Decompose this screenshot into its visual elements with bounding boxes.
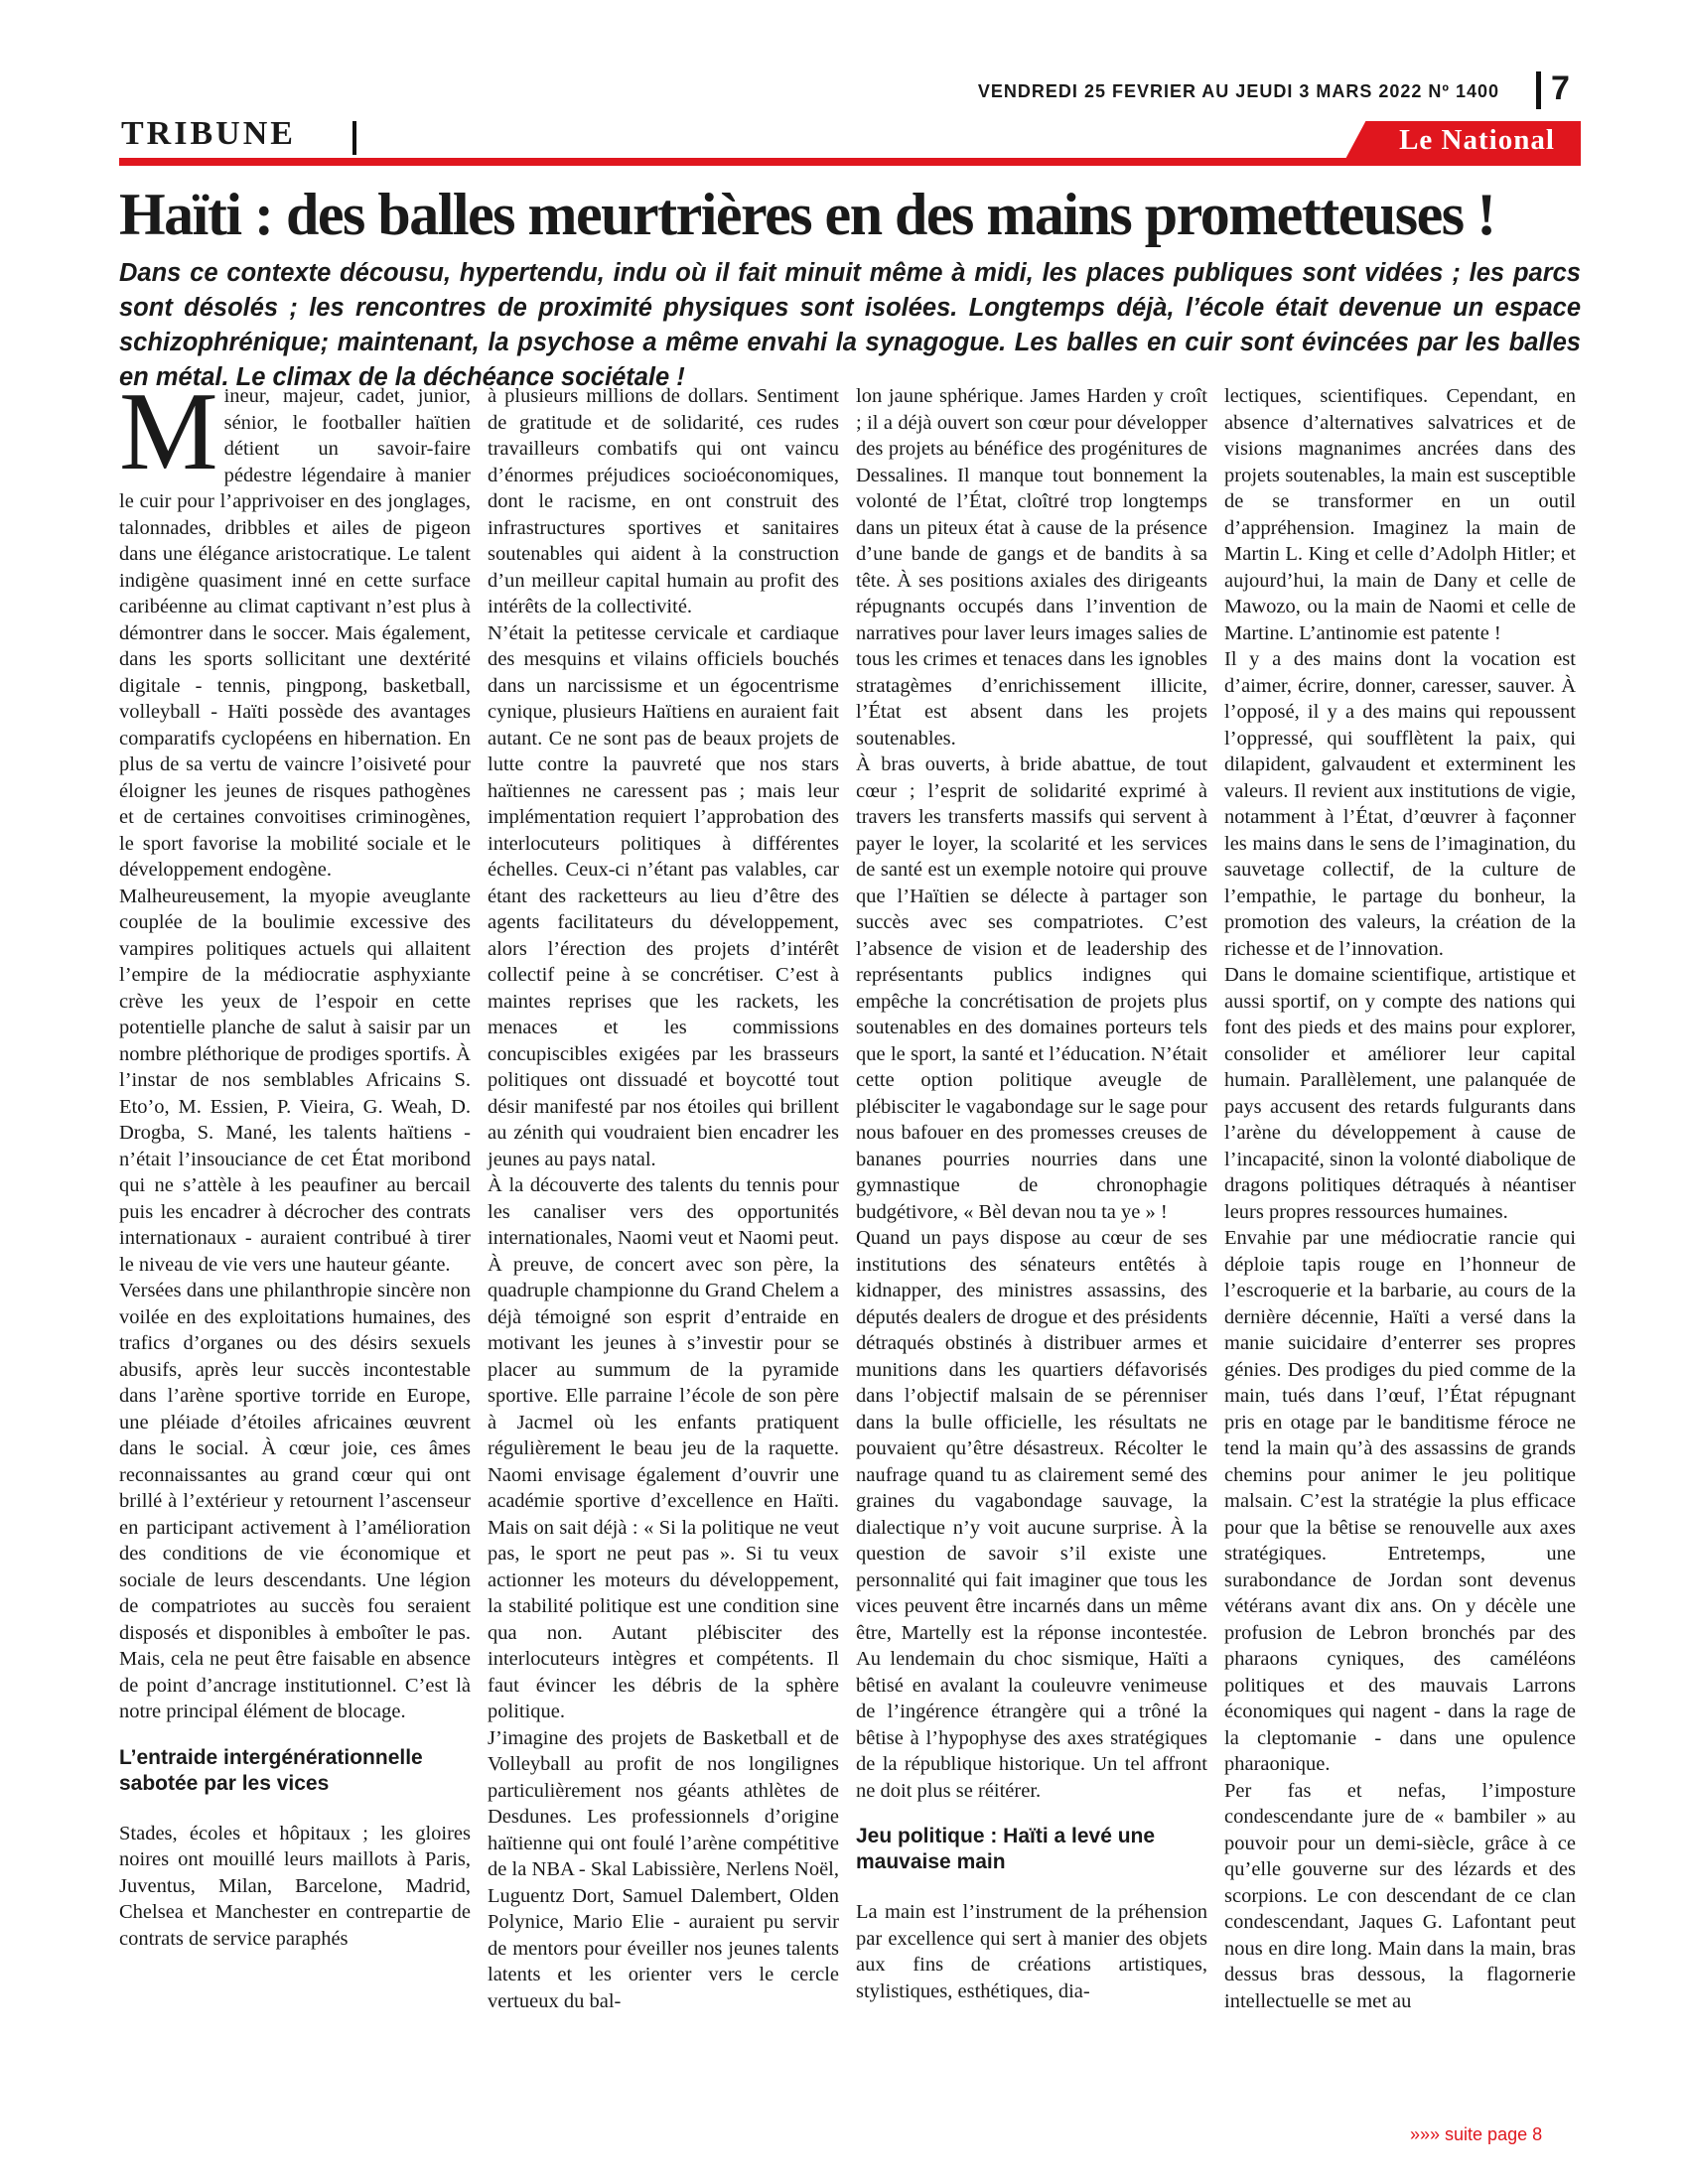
article-lede: Dans ce contexte décousu, hypertendu, indu où il fait minuit même à midi, les places publiques sont vidées ; les parcs sont désolés ; les rencontres de proximité physiques sont isolées. Longtemps déjà, l’école était devenue un espace schizophrénique; maintenant, la psychose a même envahi la synagogue. Les balles en cuir sont évincées par les balles en métal. Le climax de la déchéance sociétale ! — [119, 259, 1581, 391]
page-number-divider — [1536, 71, 1541, 109]
subheading: Jeu politique : Haïti a levé une mauvaise main — [856, 1825, 1156, 1873]
paragraph: Stades, écoles et hôpitaux ; les gloires noires ont mouillé leurs maillots à Paris, Juventus, Milan, Barcelone, Madrid, Chelsea et Manchester en contrepartie de contrats de service paraphés — [119, 1822, 471, 1950]
paragraph: À la découverte des talents du tennis pour les canaliser vers des opportunités internationales, Naomi veut et Naomi peut. À preuve, de concert avec son père, la quadruple championne du Grand Chelem a déjà témoigné son esprit d’entraide en motivant les jeunes à s’investir pour se placer au summum de la pyramide sportive. Elle parraine l’école de son père à Jacmel où les enfants pratiquent régulièrement le beau jeu de la raquette. Naomi envisage également d’ouvrir une académie sportive d’excellence en Haïti. Mais on sait déjà : « Si la politique ne veut pas, le sport ne peut pas ». Si tu veux actionner les moteurs du développement, la stabilité politique est une condition sine qua non. Autant plébisciter des interlocuteurs intègres et compétents. Il faut évincer les débris de la sphère politique. — [488, 1174, 839, 1722]
article-column-1 — [119, 370, 471, 1952]
paragraph: Il y a des mains dont la vocation est d’aimer, écrire, donner, caresser, sauver. À l’opposé, il y a des mains qui repoussent l’oppressé, qui soufflètent la paix, qui dilapident, galvaudent et exterminent les valeurs. Il revient aux institutions de vigie, notamment à l’État, d’œuvrer à façonner les mains dans le sens de l’imagination, du sauvetage collectif, de la culture de l’empathie, le partage du bonheur, la promotion des valeurs, la création de la richesse et de l’innovation. — [1224, 648, 1576, 960]
paragraph: J’imagine des projets de Basketball et de Volleyball au profit de nos longilignes particulièrement nos géants athlètes de Desdunes. Les professionnels d’origine haïtienne qui ont foulé l’arène compétitive de la NBA - Skal Labissière, Nerlens Noël, Luguentz Dort, Samuel Dalembert, Olden Polynice, Mario Elie - auraient pu servir de mentors pour éveiller nos jeunes talents latents et les orienter vers le cercle vertueux du bal- — [488, 1726, 839, 2012]
section-divider — [352, 121, 356, 155]
paragraph: N’était la petitesse cervicale et cardiaque des mesquins et vilains officiels bouchés dans un narcissisme et un égocentrisme cynique, plusieurs Haïtiens en auraient fait autant. Ce ne sont pas de beaux projets de lutte contre la pauvreté que nos stars haïtiennes ne caressent pas ; mais leur implémentation requiert l’approbation des interlocuteurs politiques à différentes échelles. Ceux-ci n’étant pas valables, car étant des racketteurs au lieu d’être des agents facilitateurs du développement, alors l’érection des projets d’intérêt collectif peine à se concrétiser. C’est à maintes reprises que les rackets, les menaces et les commissions concupiscibles exigées par les brasseurs politiques ont dissuadé et boycotté tout désir manifesté par nos étoiles qui brillent au zénith qui voudraient bien encadrer les jeunes au pays natal. — [488, 621, 839, 1170]
dateline: VENDREDI 25 FEVRIER AU JEUDI 3 MARS 2022 Nº 1400 — [977, 81, 1499, 101]
drop-cap: M — [119, 370, 218, 493]
page-number: 7 — [1551, 69, 1570, 107]
paper-name: Le National — [1399, 124, 1555, 156]
section-label: TRIBUNE — [121, 115, 296, 152]
paragraph: à plusieurs millions de dollars. Sentiment de gratitude et de solidarité, ces rudes travailleurs combatifs qui ont vaincu d’énormes préjudices socioéconomiques, dont le racisme, en ont construit des infrastructures sportives et sanitaires soutenables qui aident à la construction d’un meilleur capital humain au profit des intérêts de la collectivité. — [488, 385, 839, 617]
paragraph: Malheureusement, la myopie aveuglante couplée de la boulimie excessive des vampires politiques actuels qui allaitent l’empire de la médiocratie asphyxiante crève les yeux de l’espoir en cette potentielle planche de salut à saisir par un nombre pléthorique de prodiges sportifs. À l’instar de nos semblables Africains S. Eto’o, M. Essien, P. Vieira, G. Weah, D. Drogba, S. Mané, les talents haïtiens - n’était l’insouciance de cet État moribond qui ne s’attèle à les peaufiner au bercail puis les encadrer à décrocher des contrats internationaux - auraient contribué à tirer le niveau de vie vers une hauteur géante. — [119, 885, 471, 1276]
paragraph: Per fas et nefas, l’imposture condescendante jure de « bambiler » au pouvoir pour un demi-siècle, grâce à ce qu’elle gouverne sur des lézards et des scorpions. Le con descendant de ce clan condescendant, Jaques G. Lafontant peut nous en dire long. Main dans la main, bras dessus bras dessous, la flagornerie intellectuelle se met au — [1224, 1779, 1576, 2012]
paragraph: ineur, majeur, cadet, junior, sénior, le footballer haïtien détient un savoir-faire pédestre légendaire à manier le cuir pour l’apprivoiser en des jonglages, talonnades, dribbles et ailes de pigeon dans une élégance aristocratique. Le talent indigène quasiment inné en cette surface caribéenne au climat captivant n’est plus à démontrer dans le soccer. Mais également, dans les sports sollicitant une dextérité digitale - tennis, pingpong, basketball, volleyball - Haïti possède des avantages comparatifs cyclopéens en hibernation. En plus de sa vertu de vaincre l’oisiveté pour éloigner les jeunes de risques pathogènes et de certaines convoitises criminogènes, le sport favorise la mobilité sociale et le développement endogène. — [119, 385, 471, 881]
paragraph: Envahie par une médiocratie rancie qui déploie tapis rouge en l’honneur de l’escroquerie et la barbarie, au cours de la dernière décennie, Haïti a versé dans la manie suicidaire d’enterrer ses propres génies. Des prodiges du pied comme de la main, tués dans l’œuf, l’État répugnant pris en otage par le banditisme féroce ne tend la main qu’à des assassins de grands chemins pour animer le jeu politique malsain. C’est la stratégie la plus efficace pour que la bêtise se renouvelle aux axes stratégiques. Entretemps, une surabondance de Jordan sont devenus vétérans avant dix ans. On y décèle une profusion de Lebron bronchés par des pharaons cyniques, des caméléons politiques et des mauvais Larrons économiques qui nagent - dans la rage de la cleptomanie - dans une opulence pharaonique. — [1224, 1227, 1576, 1775]
subheading: L’entraide intergénérationnelle sabotée par les vices — [119, 1745, 423, 1795]
paragraph: La main est l’instrument de la préhension par excellence qui sert à manier des objets aux fins de créations artistiques, stylistiques, esthétiques, dia- — [856, 1901, 1207, 2002]
paragraph: À bras ouverts, à bride abattue, de tout cœur ; l’esprit de solidarité exprimé à travers les transferts massifs qui servent à payer le loyer, la scolarité et les services de santé est un exemple notoire qui prouve que l’Haïtien se délecte à partager son succès avec ses compatriotes. C’est l’absence de vision et de leadership des représentants publics indignes qui empêche la concrétisation de projets plus soutenables en des domaines porteurs tels que le sport, la santé et l’éducation. N’était cette option politique aveugle de plébisciter le vagabondage sur le sage pour nous bafouer en des promesses creuses de bananes pourries nourries dans une gymnastique de chronophagie budgétivore, « Bèl devan nou ta ye » ! — [856, 753, 1207, 1223]
article-column-3 — [856, 383, 1207, 2004]
paragraph: Dans le domaine scientifique, artistique et aussi sportif, on y compte des nations qui font des pieds et des mains pour explorer, consolider et améliorer leur capital humain. Parallèlement, une palanquée de pays accusent des retards fulgurants dans l’arène du développement à cause de l’incapacité, sinon la volonté diabolique de dragons politiques détraqués à néantiser leurs propres ressources humaines. — [1224, 964, 1576, 1223]
continuation-link[interactable]: »»» suite page 8 — [1410, 2124, 1543, 2144]
paragraph: Versées dans une philanthropie sincère non voilée en des exploitations humaines, des trafics d’organes ou des désirs sexuels abusifs, après leur succès incontestable dans l’arène sportive torride en Europe, une pléiade d’étoiles africaines œuvrent dans le social. À cœur joie, ces âmes reconnaissantes au grand cœur qui ont brillé à l’extérieur y retournent l’ascenseur en participant activement à l’amélioration des conditions de vie économique et sociale de leurs descendants. Une légion de compatriotes au succès fou seraient disposés et disponibles à emboîter le pas. Mais, cela ne peut être faisable en absence de point d’ancrage institutionnel. C’est là notre principal élément de blocage. — [119, 1280, 471, 1722]
article-column-4 — [1224, 383, 1576, 2014]
paragraph: lectiques, scientifiques. Cependant, en absence d’alternatives salvatrices et de visions magnanimes ancrées dans des projets soutenables, la main est susceptible de se transformer en un outil d’appréhension. Imaginez la main de Martin L. King et celle d’Adolph Hitler; et aujourd’hui, la main de Dany et celle de Mawozo, ou la main de Naomi et celle de Martine. L’antinomie est patente ! — [1224, 385, 1576, 644]
paragraph: Quand un pays dispose au cœur de ses institutions des sénateurs entêtés à kidnapper, des ministres assassins, des députés dealers de drogue et des présidents détraqués obstinés à distribuer armes et munitions dans les quartiers défavorisés dans l’objectif malsain de se pérenniser dans la bulle officielle, les résultats ne pouvaient qu’être désastreux. Récolter le naufrage quand tu as clairement semé des graines du vagabondage sauvage, la dialectique n’y voit aucune surprise. À la question de savoir s’il existe une personnalité qui fait imaginer que tous les vices peuvent être incarnés dans un même être, Martelly est la réponse incontestée. Au lendemain du choc sismique, Haïti a bêtisé en avalant la couleuvre venimeuse de l’ingérence étrangère qui a trôné la bêtise à l’hypophyse des axes stratégiques de la république historique. Un tel affront ne doit plus se réitérer. — [856, 1227, 1207, 1802]
article-column-2 — [488, 383, 839, 2014]
paragraph: lon jaune sphérique. James Harden y croît ; il a déjà ouvert son cœur pour développer des projets au bénéfice des progénitures de Dessalines. Il manque tout bonnement la volonté de l’État, cloîtré trop longtemps dans un piteux état à cause de la présence d’une bande de gangs et de bandits à sa tête. À ses positions axiales des dirigeants répugnants occupés dans l’invention de narratives pour laver leurs images salies de tous les crimes et tenaces dans les ignobles stratagèmes d’enrichissement illicite, l’État est absent dans les projets soutenables. — [856, 385, 1207, 750]
article-headline: Haïti : des balles meurtrières en des mains prometteuses ! — [119, 182, 1495, 247]
